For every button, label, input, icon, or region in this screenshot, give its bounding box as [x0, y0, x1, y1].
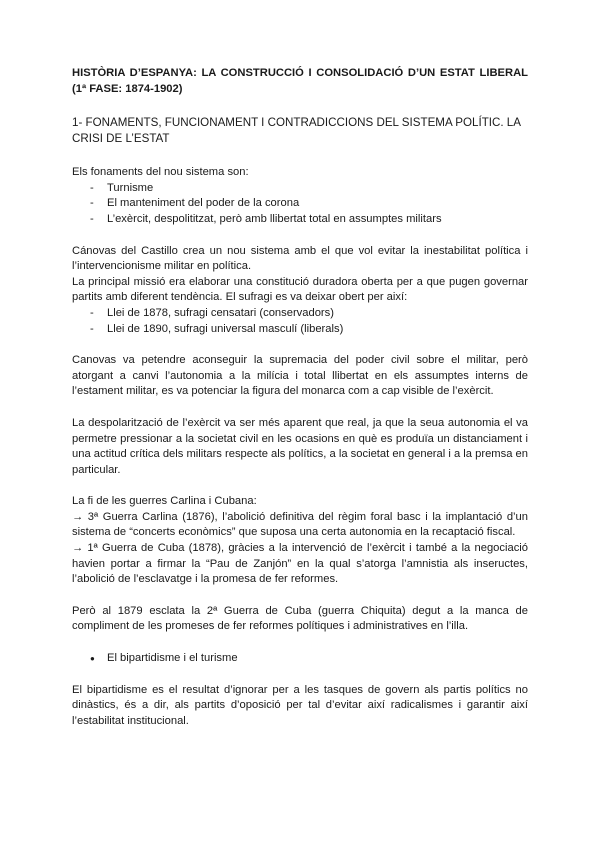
list-item: - El manteniment del poder de la corona [90, 196, 528, 212]
list-item: - Llei de 1890, sufragi universal masculí (liberals) [90, 322, 528, 338]
list-item: ● El bipartidisme i el turisme [90, 651, 528, 667]
fonaments-list [72, 181, 528, 228]
bipartidisme-paragraph: El bipartidisme es el resultat d’ignorar per a les tasques de govern als partis polítics no dinàstics, és a dir, als partits d’oposició per tal d’evitar així radicalismes i garantir així l’estabilitat institucional. [72, 683, 528, 727]
document-title: HISTÒRIA D’ESPANYA: LA CONSTRUCCIÓ I CONSOLIDACIÓ D’UN ESTAT LIBERAL (1ª FASE: 1874-1902) [72, 67, 528, 95]
canovas-paragraph-1: Cánovas del Castillo crea un nou sistema amb el que vol evitar la inestabilitat política i l’intervencionisme militar en política. [72, 244, 528, 273]
despolaritzacio-paragraph: La despolarització de l’exèrcit va ser més aparent que real, ja que la seua autonomia el va permetre pressionar a la societat civil en les ocasions en què es produïa un distanciament i una actitud crítica dels militars respecte als polítics, a la societat en general i a la premsa en particular. [72, 416, 528, 476]
fonaments-intro: Els fonaments del nou sistema son: [72, 166, 249, 179]
guerres-intro: La fi de les guerres Carlina i Cubana: [72, 495, 257, 508]
sufragi-list [72, 306, 528, 337]
bipartidisme-list [72, 651, 528, 667]
guerra-carlina-paragraph: → 3ª Guerra Carlina (1876), l’abolició definitiva del règim foral basc i la implantació d’un sistema de “concerts econòmics” que suposa una certa autonomia en la recaptació fiscal. [72, 510, 528, 539]
list-item: - Turnisme [90, 181, 528, 197]
list-item: - Llei de 1878, sufragi censatari (conservadors) [90, 306, 528, 322]
canovas-poder-paragraph: Canovas va petendre aconseguir la supremacia del poder civil sobre el militar, però atorgant a canvi l’autonomia a la milícia i total llibertat en els assumptes interns de l’estament militar, es va potenciar la figura del monarca com a cap visible de l’exèrcit. [72, 354, 528, 398]
list-item: - L’exèrcit, despolititzat, però amb llibertat total en assumptes militars [90, 212, 528, 228]
guerra-cuba-paragraph: → 1ª Guerra de Cuba (1878), gràcies a la intervenció de l’exèrcit i també a la negociació havien portar a firmar la “Pau de Zanjón” en la qual s’atorga l’amnistia als inseructes, l’abolició de l’esclavatge i la promesa de fer reformes. [72, 542, 528, 586]
canovas-paragraph-2: La principal missió era elaborar una constitució duradora oberta per a que pugen governar partits amb diferent tendència. El sufragi es va deixar obert per així: [72, 275, 528, 304]
guerra-chiquita-paragraph: Però al 1879 esclata la 2ª Guerra de Cuba (guerra Chiquita) degut a la manca de compliment de les promeses de fer reformes polítiques i administratives en l’illa. [72, 604, 528, 633]
section-heading: 1- FONAMENTS, FUNCIONAMENT I CONTRADICCIONS DEL SISTEMA POLÍTIC. LA CRISI DE L’ESTAT [72, 116, 521, 146]
document-page [72, 66, 528, 729]
